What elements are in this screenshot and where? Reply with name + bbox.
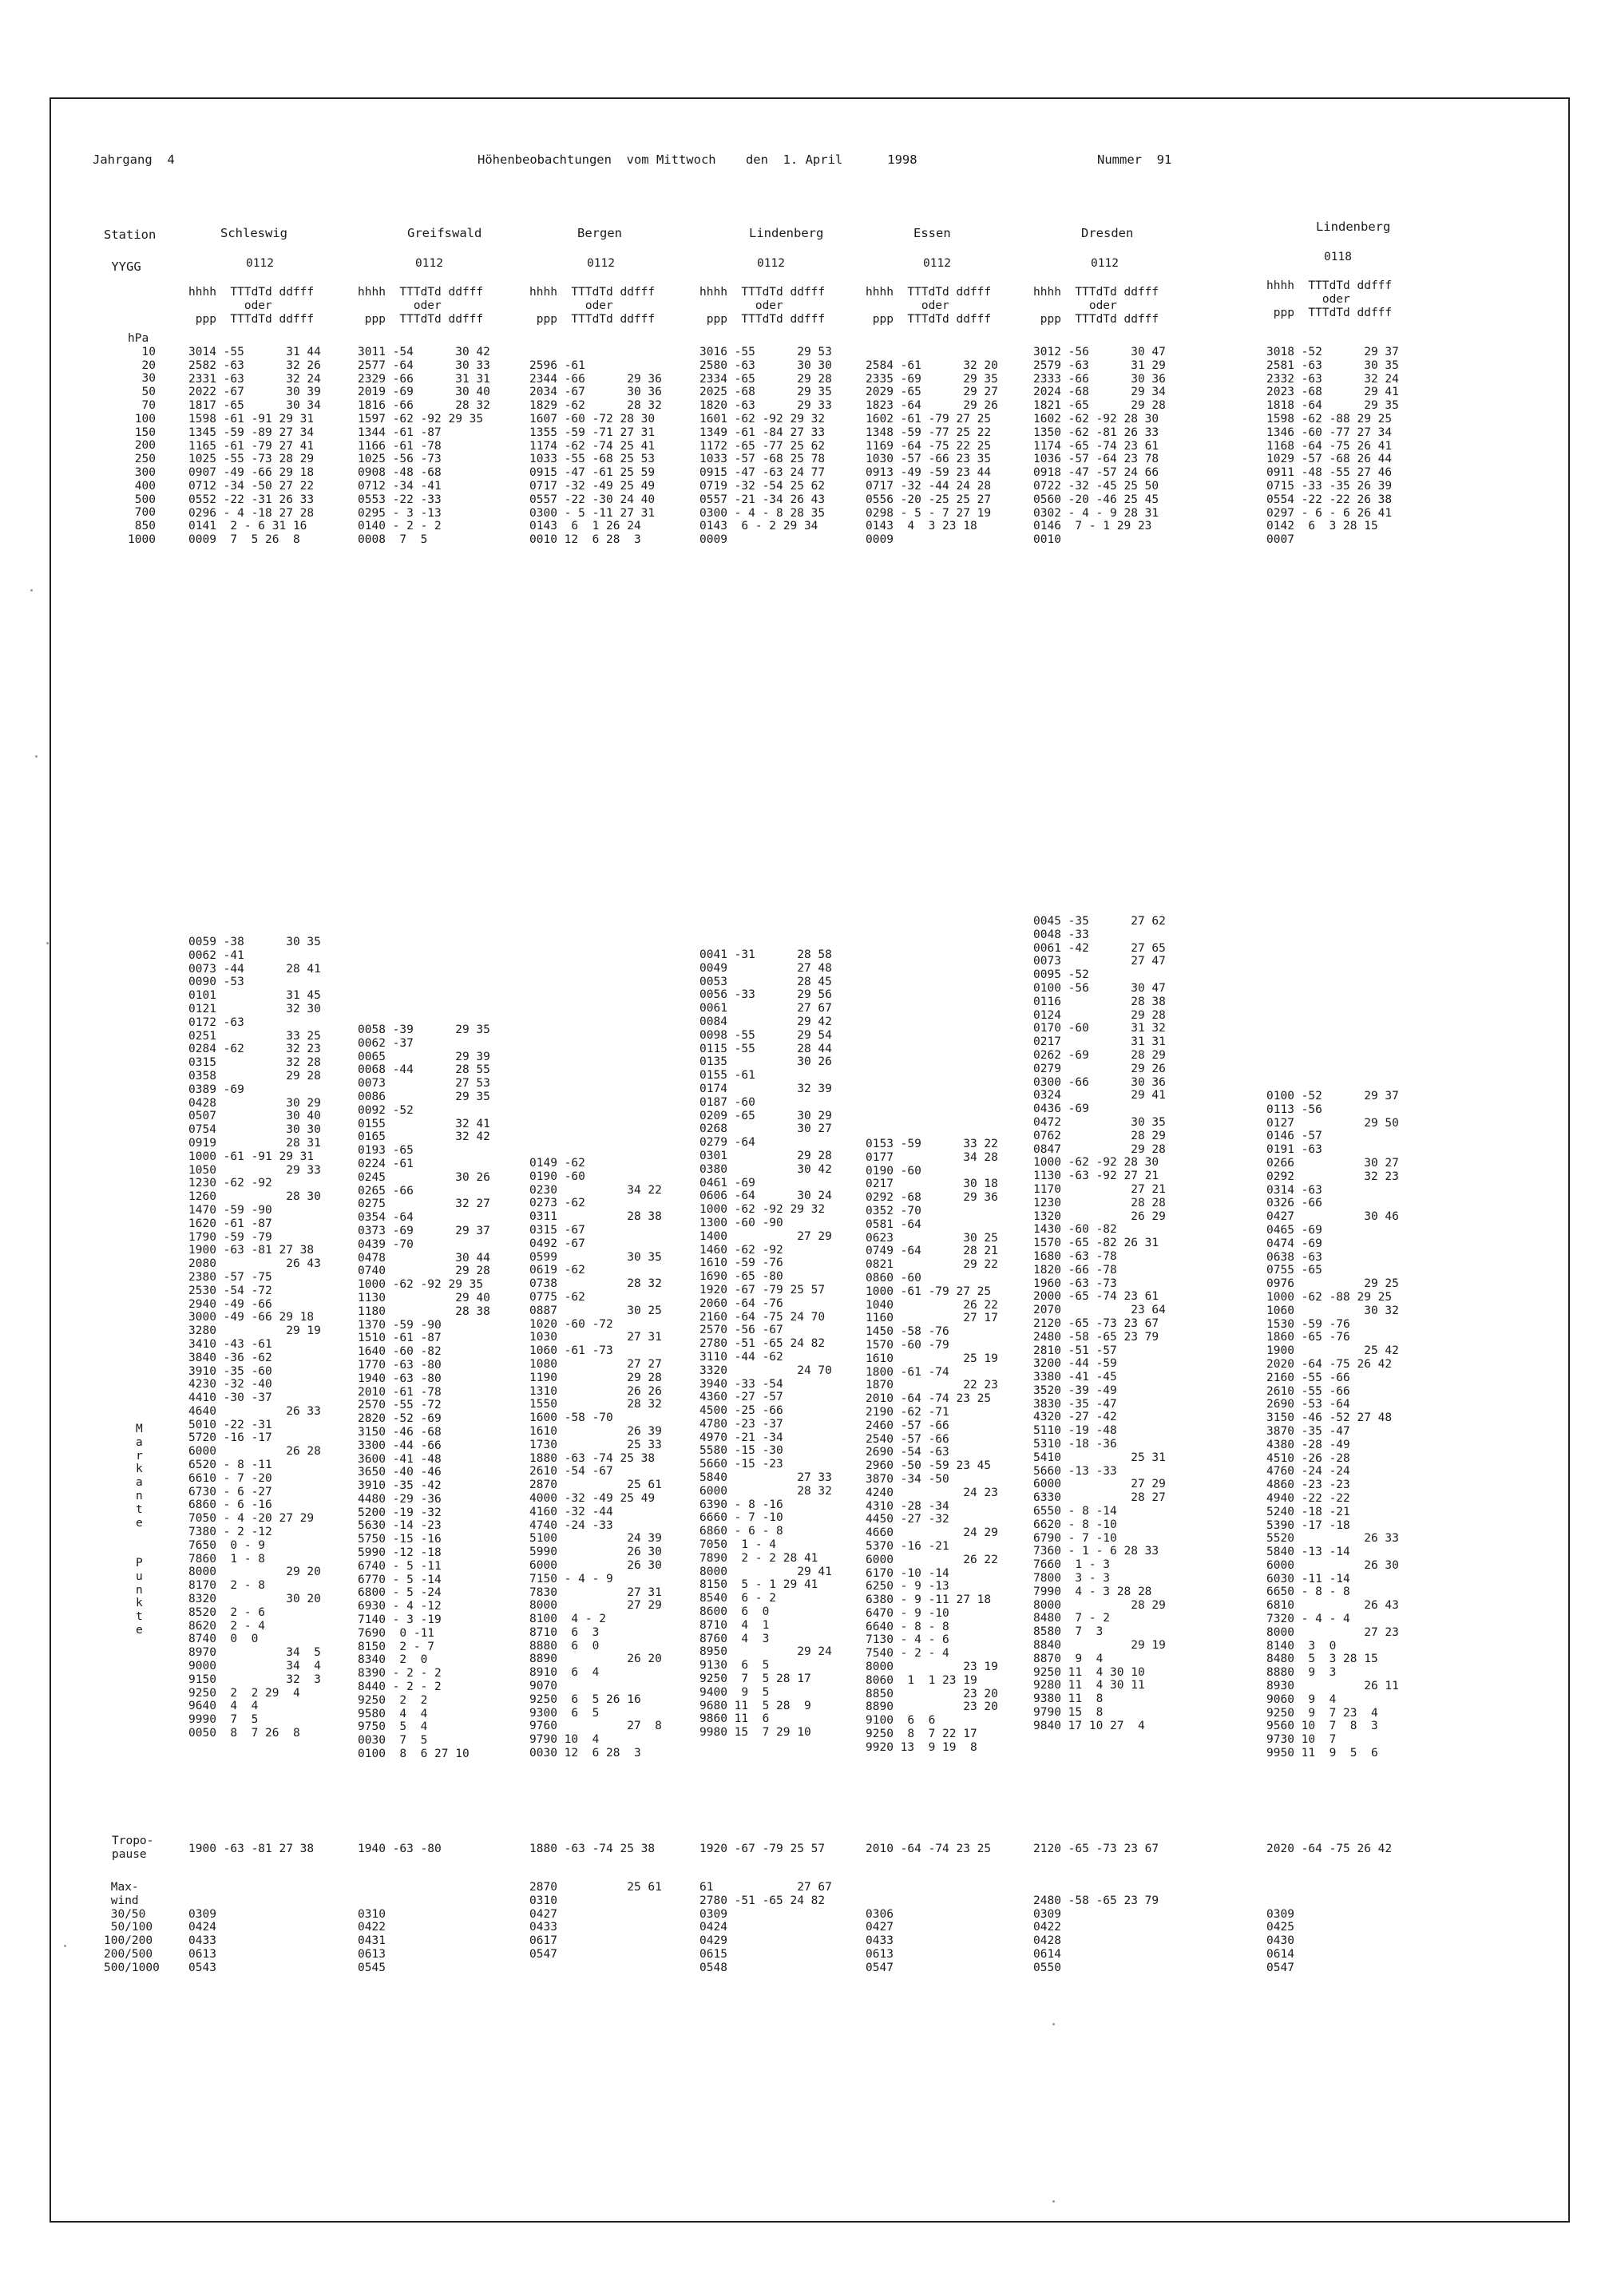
station-yygg: 0112	[246, 257, 274, 270]
scan-speck	[46, 942, 49, 944]
maxwind-values: 2480 -58 -65 23 79 0309 0422 0428 0614 0550	[1033, 1894, 1159, 1974]
maxwind-values: 0309 0425 0430 0614 0547	[1266, 1907, 1294, 1974]
maxwind-labels: Max- wind 30/50 50/100 100/200 200/500 500/1000	[104, 1881, 160, 1974]
station-yygg: 0112	[587, 257, 615, 270]
column-header: hhhh TTTdTd ddfff oder ppp TTTdTd ddfff	[1033, 286, 1159, 326]
scan-speck	[1052, 2023, 1055, 2025]
column-header: hhhh TTTdTd ddfff oder ppp TTTdTd ddfff	[699, 286, 826, 326]
scan-speck	[64, 1945, 66, 1947]
standard-levels: 3012 -56 30 47 2579 -63 31 29 2333 -66 30 36 2024 -68 29 34 1821 -65 29 28 1602 -62 -92 28 30 1350 -62 -81 26 33 1174 -65 -74 23 61 1036 -57 -64 23 78 0918 -47 -57 24 66 0722 -32 -45 25 50 0560 -20 -46 25 45 0302 - 4 - 9 28 31 0146 7 - 1 29 23 0010	[1033, 346, 1166, 547]
tropopause-values: 2120 -65 -73 23 67	[1033, 1843, 1159, 1855]
tropopause-values: 1940 -63 -80	[358, 1843, 442, 1855]
significant-levels: 0041 -31 28 58 0049 27 48 0053 28 45 0056 -33 29 56 0061 27 67 0084 29 42 0098 -55 29 54 0115 -55 28 44 0135 30 26 0155 -61 0174 32 39 0187 -60 0209 -65 30 29 0268 30 27 0279 -64 0301 29 28 0380 30 42 0461 -69 0606 -64 30 24 1000 -62 -92 29 32 1300 -60 -90 1400 27 29 1460 -62 -92 1610 -59 -76 1690 -65 -80 1920 -67 -79 25 57 2060 -64 -76 2160 -64 -75 24 70 2570 -56 -67 2780 -51 -65 24 82 3110 -44 -62 3320 24 70 3940 -33 -54 4360 -27 -57 4500 -25 -66 4780 -23 -37 4970 -21 -34 5580 -15 -30 5660 -15 -23 5840 27 33 6000 28 32 6390 - 8 -16 6660 - 7 -10 6860 - 6 - 8 7050 1 - 4 7890 2 - 2 28 41 8000 29 41 8150 5 - 1 29 41 8540 6 - 2 8600 6 0 8710 4 1 8760 4 3 8950 29 24 9130 6 5 9250 7 5 28 17 9400 9 5 9680 11 5 28 9 9860 11 6 9980 15 7 29 10	[699, 948, 832, 1740]
significant-levels: 0153 -59 33 22 0177 34 28 0190 -60 0217 30 18 0292 -68 29 36 0352 -70 0581 -64 0623 30 25 0749 -64 28 21 0821 29 22 0860 -60 1000 -61 -79 27 25 1040 26 22 1160 27 17 1450 -58 -76 1570 -60 -79 1610 25 19 1800 -61 -74 1870 22 23 2010 -64 -74 23 25 2190 -62 -71 2460 -57 -66 2540 -57 -66 2690 -54 -63 2960 -50 -59 23 45 3870 -34 -50 4240 24 23 4310 -28 -34 4450 -27 -32 4660 24 29 5370 -16 -21 6000 26 22 6170 -10 -14 6250 - 9 -13 6380 - 9 -11 27 18 6470 - 9 -10 6640 - 8 - 8 7130 - 4 - 6 7540 - 2 - 4 8000 23 19 8060 1 1 23 19 8850 23 20 8890 23 20 9100 6 6 9250 8 7 22 17 9920 13 9 19 8	[866, 1138, 998, 1754]
station-yygg-labels: Station YYGG	[104, 228, 157, 274]
bulletin-title: Höhenbeobachtungen vom Mittwoch den 1. April 1998	[478, 152, 917, 167]
station-yygg: 0118	[1324, 251, 1352, 263]
station-yygg: 0112	[923, 257, 951, 270]
station-name: Essen	[913, 226, 951, 240]
significant-levels: 0045 -35 27 62 0048 -33 0061 -42 27 65 0073 27 47 0095 -52 0100 -56 30 47 0116 28 38 0124 29 28 0170 -60 31 32 0217 31 31 0262 -69 28 29 0279 29 26 0300 -66 30 36 0324 29 41 0436 -69 0472 30 35 0762 28 29 0847 29 28 1000 -62 -92 28 30 1130 -63 -92 27 21 1170 27 21 1230 28 28 1320 26 29 1430 -60 -82 1570 -65 -82 26 31 1680 -63 -78 1820 -66 -78 1960 -63 -73 2000 -65 -74 23 61 2070 23 64 2120 -65 -73 23 67 2480 -58 -65 23 79 2810 -51 -57 3200 -44 -59 3380 -41 -45 3520 -39 -49 3830 -35 -47 4320 -27 -42 5110 -19 -48 5310 -18 -36 5410 25 31 5660 -13 -33 6000 27 29 6330 28 27 6550 - 8 -14 6620 - 8 -10 6790 - 7 -10 7360 - 1 - 6 28 33 7660 1 - 3 7800 3 - 3 7990 4 - 3 28 28 8000 28 29 8480 7 - 2 8580 7 3 8840 29 19 8870 9 4 9250 11 4 30 10 9280 11 4 30 11 9380 11 8 9790 15 8 9840 17 10 27 4	[1033, 915, 1166, 1732]
significant-levels: 0059 -38 30 35 0062 -41 0073 -44 28 41 0090 -53 0101 31 45 0121 32 30 0172 -63 0251 33 25 0284 -62 32 23 0315 32 28 0358 29 28 0389 -69 0428 30 29 0507 30 40 0754 30 30 0919 28 31 1000 -61 -91 29 31 1050 29 33 1230 -62 -92 1260 28 30 1470 -59 -90 1620 -61 -87 1790 -59 -79 1900 -63 -81 27 38 2080 26 43 2380 -57 -75 2530 -54 -72 2940 -49 -66 3000 -49 -66 29 18 3280 29 19 3410 -43 -61 3840 -36 -62 3910 -35 -60 4230 -32 -40 4410 -30 -37 4640 26 33 5010 -22 -31 5720 -16 -17 6000 26 28 6520 - 8 -11 6610 - 7 -20 6730 - 6 -27 6860 - 6 -16 7050 - 4 -20 27 29 7380 - 2 -12 7650 0 - 9 7860 1 - 8 8000 29 20 8170 2 - 8 8320 30 20 8520 2 - 6 8620 2 - 4 8740 0 0 8970 34 5 9000 34 4 9150 32 3 9250 2 2 29 4 9640 4 4 9990 7 5 0050 8 7 26 8	[188, 936, 321, 1740]
markante-punkte-label: M a r k a n t e P u n k t e	[136, 1423, 143, 1637]
jahrgang-label: Jahrgang 4	[93, 152, 175, 167]
significant-levels: 0058 -39 29 35 0062 -37 0065 29 39 0068 -44 28 55 0073 27 53 0086 29 35 0092 -52 0155 32 41 0165 32 42 0193 -65 0224 -61 0245 30 26 0265 -66 0275 32 27 0354 -64 0373 -69 29 37 0439 -70 0478 30 44 0740 29 28 1000 -62 -92 29 35 1130 29 40 1180 28 38 1370 -59 -90 1510 -61 -87 1640 -60 -82 1770 -63 -80 1940 -63 -80 2010 -61 -78 2570 -55 -72 2820 -52 -69 3150 -46 -68 3300 -44 -66 3600 -41 -48 3650 -40 -46 3910 -35 -42 4480 -29 -36 5200 -19 -32 5630 -14 -23 5750 -15 -16 5990 -12 -18 6740 - 5 -11 6770 - 5 -14 6800 - 5 -24 6930 - 4 -12 7140 - 3 -19 7690 0 -11 8150 2 - 7 8340 2 0 8390 - 2 - 2 8440 - 2 - 2 9250 2 2 9580 4 4 9750 5 4 0030 7 5 0100 8 6 27 10	[358, 1023, 490, 1761]
station-name: Bergen	[577, 226, 622, 240]
station-yygg: 0112	[757, 257, 785, 270]
tropopause-values: 1880 -63 -74 25 38	[529, 1843, 656, 1855]
standard-levels: 3016 -55 29 53 2580 -63 30 30 2334 -65 29 28 2025 -68 29 35 1820 -63 29 33 1601 -62 -92 29 32 1349 -61 -84 27 33 1172 -65 -77 25 62 1033 -57 -68 25 78 0915 -47 -63 24 77 0719 -32 -54 25 62 0557 -21 -34 26 43 0300 - 4 - 8 28 35 0143 6 - 2 29 34 0009	[699, 346, 832, 547]
scan-speck	[30, 589, 33, 592]
maxwind-values: 0309 0424 0433 0613 0543	[188, 1907, 216, 1974]
significant-levels: 0149 -62 0190 -60 0230 34 22 0273 -62 0311 28 38 0315 -67 0492 -67 0599 30 35 0619 -62 0738 28 32 0775 -62 0887 30 25 1020 -60 -72 1030 27 31 1060 -61 -73 1080 27 27 1190 29 28 1310 26 26 1550 28 32 1600 -58 -70 1610 26 39 1730 25 33 1880 -63 -74 25 38 2610 -54 -67 2870 25 61 4000 -32 -49 25 49 4160 -32 -44 4740 -24 -33 5100 24 39 5990 26 30 6000 26 30 7150 - 4 - 9 7830 27 31 8000 27 29 8100 4 - 2 8710 6 3 8880 6 0 8890 26 20 8910 6 4 9070 9250 6 5 26 16 9300 6 5 9760 27 8 9790 10 4 0030 12 6 28 3	[529, 1157, 662, 1760]
standard-levels: 3018 -52 29 37 2581 -63 30 35 2332 -63 32 24 2023 -68 29 41 1818 -64 29 35 1598 -62 -88 29 25 1346 -60 -77 27 34 1168 -64 -75 26 41 1029 -57 -68 26 44 0911 -48 -55 27 46 0715 -33 -35 26 39 0554 -22 -22 26 38 0297 - 6 - 6 26 41 0142 6 3 28 15 0007	[1266, 346, 1399, 547]
station-name: Lindenberg	[749, 226, 824, 240]
scan-speck	[1052, 2200, 1055, 2203]
station-yygg: 0112	[415, 257, 443, 270]
maxwind-values: 0306 0427 0433 0613 0547	[866, 1907, 894, 1974]
maxwind-values: 0310 0422 0431 0613 0545	[358, 1907, 386, 1974]
significant-levels: 0100 -52 29 37 0113 -56 0127 29 50 0146 -57 0191 -63 0266 30 27 0292 32 23 0314 -63 0326 -66 0427 30 46 0465 -69 0474 -69 0638 -63 0755 -65 0976 29 25 1000 -62 -88 29 25 1060 30 32 1530 -59 -76 1860 -65 -76 1900 25 42 2020 -64 -75 26 42 2160 -55 -66 2610 -55 -66 2690 -53 -64 3150 -46 -52 27 48 3870 -35 -47 4380 -28 -49 4510 -26 -28 4760 -24 -24 4860 -23 -23 4940 -22 -22 5240 -18 -21 5390 -17 -18 5520 26 33 5840 -13 -14 6000 26 30 6030 -11 -14 6650 - 8 - 8 6810 26 43 7320 - 4 - 4 8000 27 23 8140 3 0 8480 5 3 28 15 8880 9 3 8930 26 11 9060 9 4 9250 9 7 23 4 9560 10 7 8 3 9730 10 7 9950 11 9 5 6	[1266, 1090, 1399, 1760]
column-header: hhhh TTTdTd ddfff oder ppp TTTdTd ddfff	[358, 286, 484, 326]
tropopause-values: 2010 -64 -74 23 25	[866, 1843, 992, 1855]
station-name: Greifswald	[407, 226, 482, 240]
column-header: hhhh TTTdTd ddfff oder ppp TTTdTd ddfff	[529, 286, 656, 326]
column-header: hhhh TTTdTd ddfff oder ppp TTTdTd ddfff	[1266, 279, 1393, 319]
station-name: Lindenberg	[1316, 220, 1391, 234]
scan-speck	[35, 755, 38, 758]
maxwind-values: 61 27 67 2780 -51 -65 24 82 0309 0424 0429 0615 0548	[699, 1881, 832, 1974]
standard-levels: 2584 -61 32 20 2335 -69 29 35 2029 -65 29 27 1823 -64 29 26 1602 -61 -79 27 25 1348 -59 -77 25 22 1169 -64 -75 22 25 1030 -57 -66 23 35 0913 -49 -59 23 44 0717 -32 -44 24 28 0556 -20 -25 25 27 0298 - 5 - 7 27 19 0143 4 3 23 18 0009	[866, 358, 998, 547]
standard-levels: 3011 -54 30 42 2577 -64 30 33 2329 -66 31 31 2019 -69 30 40 1816 -66 28 32 1597 -62 -92 29 35 1344 -61 -87 1166 -61 -78 1025 -56 -73 0908 -48 -68 0712 -34 -41 0553 -22 -33 0295 - 3 -13 0140 - 2 - 2 0008 7 5	[358, 346, 490, 547]
bulletin-number: Nummer 91	[1097, 152, 1172, 167]
column-header: hhhh TTTdTd ddfff oder ppp TTTdTd ddfff	[188, 286, 315, 326]
station-name: Schleswig	[220, 226, 287, 240]
column-header: hhhh TTTdTd ddfff oder ppp TTTdTd ddfff	[866, 286, 992, 326]
station-yygg: 0112	[1091, 257, 1119, 270]
tropopause-values: 2020 -64 -75 26 42	[1266, 1843, 1393, 1855]
hpa-levels: hPa 10 20 30 50 70 100 150 200 250 300 400 500 700 850 1000	[128, 332, 156, 546]
tropopause-label: Tropo- pause	[112, 1835, 154, 1861]
tropopause-values: 1920 -67 -79 25 57	[699, 1843, 826, 1855]
standard-levels: 3014 -55 31 44 2582 -63 32 26 2331 -63 32 24 2022 -67 30 39 1817 -65 30 34 1598 -61 -91 29 31 1345 -59 -89 27 34 1165 -61 -79 27 41 1025 -55 -73 28 29 0907 -49 -66 29 18 0712 -34 -50 27 22 0552 -22 -31 26 33 0296 - 4 -18 27 28 0141 2 - 6 31 16 0009 7 5 26 8	[188, 346, 321, 547]
tropopause-values: 1900 -63 -81 27 38	[188, 1843, 315, 1855]
station-name: Dresden	[1081, 226, 1134, 240]
standard-levels: 2596 -61 2344 -66 29 36 2034 -67 30 36 1829 -62 28 32 1607 -60 -72 28 30 1355 -59 -71 27 31 1174 -62 -74 25 41 1033 -55 -68 25 53 0915 -47 -61 25 59 0717 -32 -49 25 49 0557 -22 -30 24 40 0300 - 5 -11 27 31 0143 6 1 26 24 0010 12 6 28 3	[529, 358, 662, 547]
maxwind-values: 2870 25 61 0310 0427 0433 0617 0547	[529, 1881, 662, 1961]
